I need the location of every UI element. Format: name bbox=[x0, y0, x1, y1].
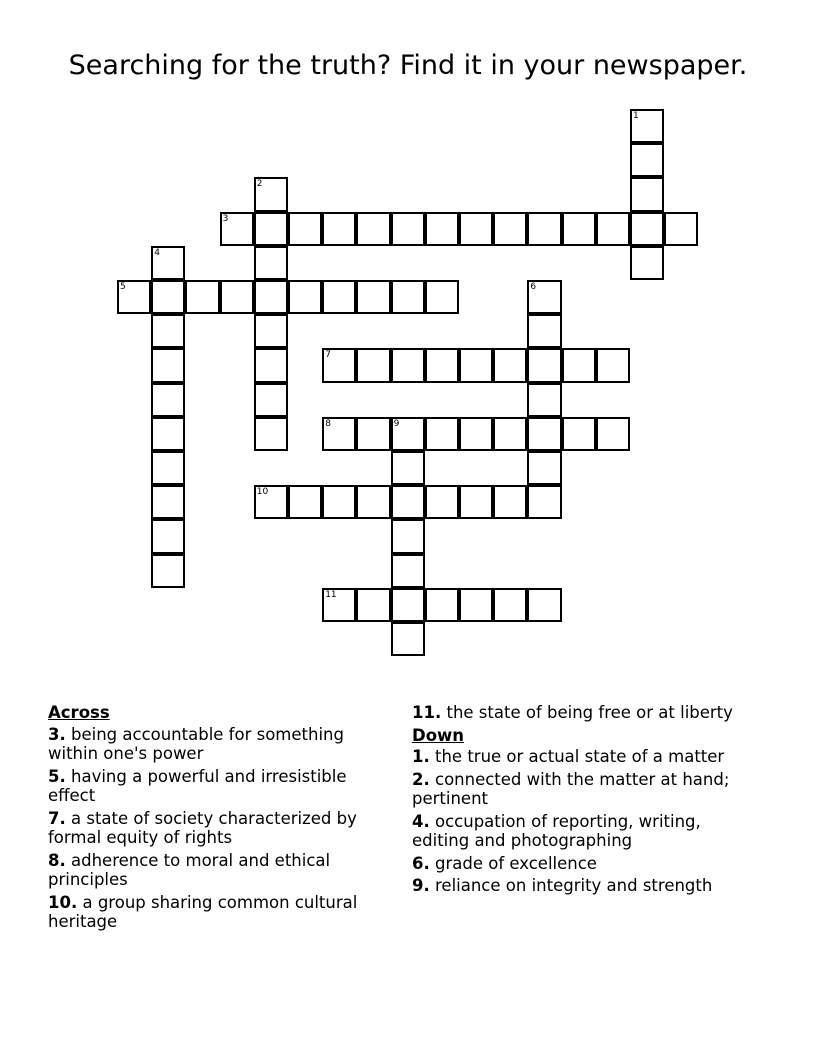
grid-cell[interactable] bbox=[391, 622, 425, 656]
grid-cell[interactable] bbox=[254, 212, 288, 246]
grid-cell[interactable] bbox=[630, 212, 664, 246]
grid-cell[interactable] bbox=[596, 417, 630, 451]
clues-right-column bbox=[412, 703, 762, 899]
grid-cell[interactable] bbox=[322, 212, 356, 246]
grid-cell[interactable] bbox=[527, 348, 561, 382]
cell-number: 3 bbox=[222, 213, 229, 224]
grid-cell[interactable] bbox=[562, 417, 596, 451]
grid-cell[interactable] bbox=[425, 417, 459, 451]
cell-number: 2 bbox=[256, 179, 263, 190]
grid-cell[interactable] bbox=[254, 485, 288, 519]
cell-number: 8 bbox=[325, 418, 331, 429]
grid-cell[interactable] bbox=[425, 485, 459, 519]
cell-number: 6 bbox=[530, 282, 537, 292]
clue-number: 1. bbox=[412, 747, 430, 766]
grid-cell[interactable] bbox=[254, 383, 288, 417]
grid-cell[interactable] bbox=[562, 212, 596, 246]
grid-cell[interactable] bbox=[151, 519, 185, 553]
grid-cell[interactable] bbox=[391, 588, 425, 622]
grid-cell[interactable] bbox=[527, 280, 561, 314]
grid-cell[interactable] bbox=[459, 212, 493, 246]
grid-cell[interactable] bbox=[356, 417, 390, 451]
grid-cell[interactable] bbox=[425, 348, 459, 382]
grid-cell[interactable] bbox=[391, 212, 425, 246]
grid-cell[interactable] bbox=[117, 280, 151, 314]
grid-cell[interactable] bbox=[356, 588, 390, 622]
grid-cell[interactable] bbox=[254, 246, 288, 280]
clue-number: 2. bbox=[412, 769, 430, 789]
grid-cell[interactable] bbox=[356, 212, 390, 246]
clue-number: 9. bbox=[412, 876, 430, 895]
grid-cell[interactable] bbox=[630, 177, 664, 211]
grid-cell[interactable] bbox=[425, 212, 459, 246]
grid-cell[interactable] bbox=[185, 280, 219, 314]
grid-cell[interactable] bbox=[322, 417, 356, 451]
grid-cell[interactable] bbox=[151, 485, 185, 519]
grid-cell[interactable] bbox=[288, 212, 322, 246]
grid-cell[interactable] bbox=[527, 383, 561, 417]
grid-cell[interactable] bbox=[527, 451, 561, 485]
grid-cell[interactable] bbox=[527, 314, 561, 348]
clue-number: 3. bbox=[48, 724, 66, 744]
clue-text: having a powerful and irresistible effect bbox=[48, 766, 347, 805]
clue-text: being accountable for something within one's power bbox=[48, 724, 344, 763]
clue-text: grade of excellence bbox=[429, 853, 597, 873]
clue-number: 5. bbox=[48, 766, 66, 786]
grid-cell[interactable] bbox=[391, 280, 425, 314]
grid-cell[interactable] bbox=[527, 417, 561, 451]
clue-number: 8. bbox=[48, 850, 66, 870]
grid-cell[interactable] bbox=[527, 485, 561, 519]
grid-cell[interactable] bbox=[356, 280, 390, 314]
grid-cell[interactable] bbox=[493, 212, 527, 246]
grid-cell[interactable] bbox=[493, 588, 527, 622]
grid-cell[interactable] bbox=[254, 417, 288, 451]
grid-cell[interactable] bbox=[664, 212, 698, 246]
grid-cell[interactable] bbox=[630, 246, 664, 280]
grid-cell[interactable] bbox=[254, 348, 288, 382]
grid-cell[interactable] bbox=[630, 143, 664, 177]
clue-down-6 bbox=[412, 854, 762, 874]
clue-text: a group sharing common cultural heritage bbox=[48, 892, 358, 931]
clue-number: 10. bbox=[48, 892, 78, 912]
grid-cell[interactable] bbox=[596, 348, 630, 382]
grid-cell[interactable] bbox=[151, 314, 185, 348]
clue-down-2 bbox=[412, 770, 762, 809]
cell-number: 9 bbox=[393, 418, 400, 429]
grid-cell[interactable] bbox=[459, 485, 493, 519]
grid-cell[interactable] bbox=[391, 519, 425, 553]
grid-cell[interactable] bbox=[630, 109, 664, 143]
grid-cell[interactable] bbox=[254, 177, 288, 211]
grid-cell[interactable] bbox=[322, 348, 356, 382]
clue-number: 4. bbox=[412, 811, 430, 831]
across-heading: Across bbox=[48, 703, 110, 722]
grid-cell[interactable] bbox=[151, 348, 185, 382]
cell-number: 11 bbox=[325, 589, 337, 600]
grid-cell[interactable] bbox=[254, 314, 288, 348]
clue-number: 6. bbox=[412, 853, 430, 873]
grid-cell[interactable] bbox=[288, 485, 322, 519]
clue-across-7 bbox=[48, 809, 398, 848]
grid-cell[interactable] bbox=[391, 417, 425, 451]
grid-cell[interactable] bbox=[493, 348, 527, 382]
clue-across-8 bbox=[48, 851, 398, 890]
clue-number: 7. bbox=[48, 808, 66, 828]
grid-cell[interactable] bbox=[596, 212, 630, 246]
clue-text: adherence to moral and ethical principles bbox=[48, 850, 331, 889]
cell-number: 10 bbox=[256, 487, 269, 498]
grid-cell[interactable] bbox=[356, 348, 390, 382]
clue-text: the true or actual state of a matter bbox=[429, 747, 725, 766]
grid-cell[interactable] bbox=[220, 212, 254, 246]
clue-across-10 bbox=[48, 893, 398, 932]
clue-text: a state of society characterized by formal equity of rights bbox=[48, 808, 357, 847]
clue-across-11 bbox=[412, 703, 762, 723]
grid-cell[interactable] bbox=[459, 348, 493, 382]
clue-number: 11. bbox=[412, 703, 442, 722]
down-heading: Down bbox=[412, 725, 465, 745]
grid-cell[interactable] bbox=[425, 588, 459, 622]
grid-cell[interactable] bbox=[527, 588, 561, 622]
grid-cell[interactable] bbox=[562, 348, 596, 382]
grid-cell[interactable] bbox=[288, 280, 322, 314]
grid-cell[interactable] bbox=[493, 485, 527, 519]
grid-cell[interactable] bbox=[391, 451, 425, 485]
grid-cell[interactable] bbox=[151, 451, 185, 485]
grid-cell[interactable] bbox=[151, 554, 185, 588]
grid-cell[interactable] bbox=[425, 280, 459, 314]
cell-number: 7 bbox=[325, 350, 331, 361]
grid-cell[interactable] bbox=[356, 485, 390, 519]
grid-cell[interactable] bbox=[151, 417, 185, 451]
grid-cell[interactable] bbox=[391, 554, 425, 588]
clue-text: occupation of reporting, writing, editing and photographing bbox=[412, 811, 701, 850]
clue-across-3 bbox=[48, 725, 398, 764]
grid-cell[interactable] bbox=[151, 246, 185, 280]
grid-cell[interactable] bbox=[493, 417, 527, 451]
grid-cell[interactable] bbox=[527, 212, 561, 246]
clue-down-1 bbox=[412, 747, 762, 767]
clue-text: connected with the matter at hand; pertinent bbox=[412, 769, 730, 808]
clue-down-4 bbox=[412, 812, 762, 851]
puzzle-title: Searching for the truth? Find it in your newspaper. bbox=[68, 50, 748, 81]
clues-left-column bbox=[48, 703, 398, 935]
grid-cell[interactable] bbox=[220, 280, 254, 314]
cell-number: 5 bbox=[120, 282, 126, 292]
grid-cell[interactable] bbox=[322, 280, 356, 314]
grid-cell[interactable] bbox=[459, 588, 493, 622]
grid-cell[interactable] bbox=[322, 588, 356, 622]
cell-number: 4 bbox=[154, 247, 160, 258]
grid-cell[interactable] bbox=[459, 417, 493, 451]
clue-text: the state of being free or at liberty bbox=[441, 703, 733, 722]
grid-cell[interactable] bbox=[254, 280, 288, 314]
grid-cell[interactable] bbox=[391, 348, 425, 382]
grid-cell[interactable] bbox=[391, 485, 425, 519]
clue-down-9 bbox=[412, 876, 762, 896]
cell-number: 1 bbox=[633, 111, 639, 121]
grid-cell[interactable] bbox=[322, 485, 356, 519]
clue-across-5 bbox=[48, 767, 398, 806]
grid-cell[interactable] bbox=[151, 383, 185, 417]
clue-text: reliance on integrity and strength bbox=[429, 876, 713, 895]
grid-cell[interactable] bbox=[151, 280, 185, 314]
